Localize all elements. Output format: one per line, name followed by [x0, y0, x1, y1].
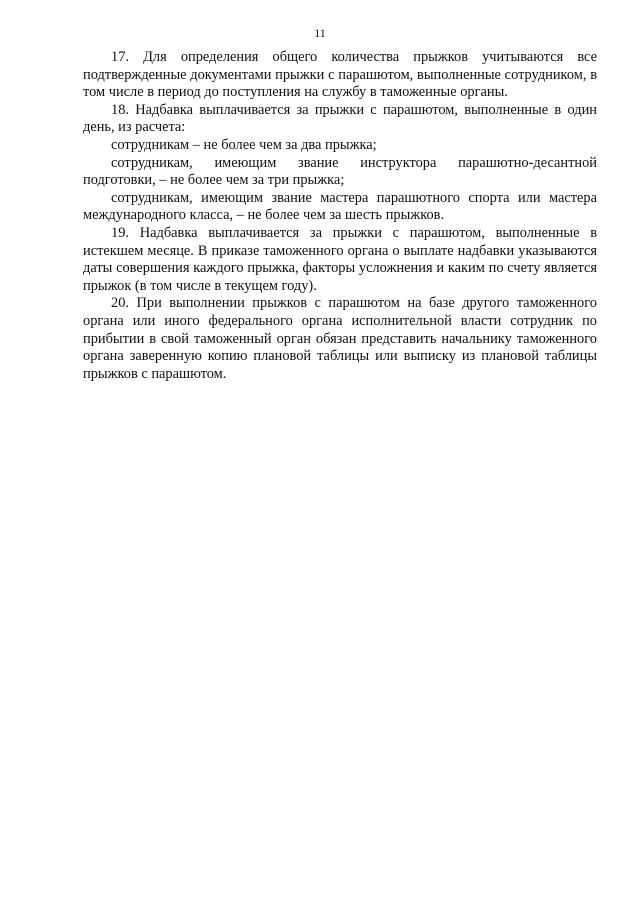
paragraph-18-item-master: сотрудникам, имеющим звание мастера парашютного спорта или мастера международного класса, – не более чем за шесть прыжков.	[83, 189, 597, 224]
paragraph-20: 20. При выполнении прыжков с парашютом на базе другого таможенного органа или иного федерального органа исполнительной власти сотрудник по прибытии в свой таможенный орган обязан представить начальнику таможенного органа заверенную копию плановой таблицы или выписку из плановой таблицы прыжков с парашютом.	[83, 295, 597, 382]
paragraph-19: 19. Надбавка выплачивается за прыжки с парашютом, выполненные в истекшем месяце. В приказе таможенного органа о выплате надбавки указываются даты совершения каждого прыжка, факторы усложнения и каким по счету является прыжок (в том числе в текущем году).	[83, 224, 597, 294]
page-number: 11	[314, 26, 326, 40]
paragraph-18: 18. Надбавка выплачивается за прыжки с парашютом, выполненные в один день, из расчета:	[83, 101, 597, 136]
paragraph-18-item-two-jumps: сотрудникам – не более чем за два прыжка;	[111, 136, 377, 153]
document-body	[83, 49, 597, 383]
paragraph-17: 17. Для определения общего количества прыжков учитываются все подтвержденные документами прыжки с парашютом, выполненные сотрудником, в том числе в период до поступления на службу в таможенные органы.	[83, 49, 597, 101]
paragraph-18-item-instructor: сотрудникам, имеющим звание инструктора парашютно-десантной подготовки, – не более чем за три прыжка;	[83, 154, 597, 189]
